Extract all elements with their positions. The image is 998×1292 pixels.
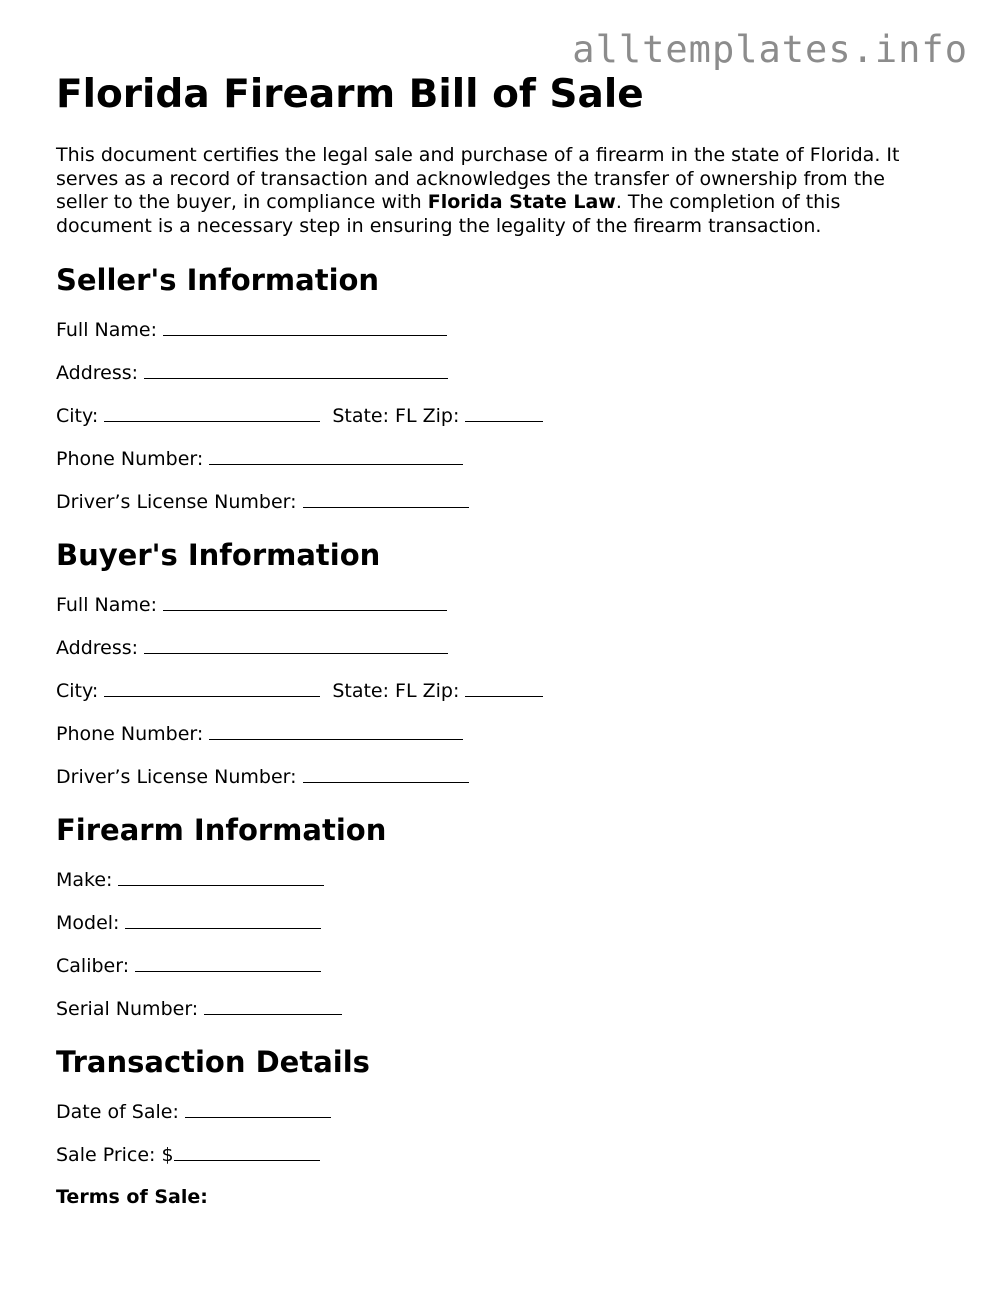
seller-license-field[interactable] [303,489,469,508]
seller-full-name-row [56,317,956,341]
document-page [56,72,956,1209]
buyer-city-row [56,678,956,702]
buyer-address-field[interactable] [144,635,448,654]
seller-address-field[interactable] [144,360,448,379]
buyer-license-field[interactable] [303,764,469,783]
transaction-date-row [56,1099,956,1123]
seller-zip-field[interactable] [465,403,543,422]
buyer-address-row [56,635,956,659]
seller-city-row [56,403,956,427]
buyer-zip-label: Zip: [422,680,460,702]
transaction-heading: Transaction Details [56,1045,370,1079]
transaction-terms-row [56,1185,956,1209]
intro-text-2: . The completion of this document is a necessary step in ensuring the legality of the firearm transaction. [56,191,841,237]
seller-phone-label: Phone Number: [56,448,204,470]
firearm-serial-label: Serial Number: [56,998,199,1020]
buyer-city-field[interactable] [104,678,320,697]
seller-address-label: Address: [56,362,139,384]
buyer-zip-field[interactable] [465,678,543,697]
seller-license-row [56,489,956,513]
buyer-license-row [56,764,956,788]
seller-phone-field[interactable] [209,446,463,465]
buyer-full-name-row [56,592,956,616]
seller-phone-row [56,446,956,470]
intro-bold-law: Florida State Law [427,191,616,213]
seller-address-row [56,360,956,384]
firearm-model-label: Model: [56,912,120,934]
seller-heading: Seller's Information [56,263,380,297]
buyer-phone-label: Phone Number: [56,723,204,745]
seller-city-field[interactable] [104,403,320,422]
intro-paragraph [56,144,936,238]
seller-full-name-field[interactable] [163,317,447,336]
seller-state-label: State: FL [332,405,417,427]
transaction-section [56,1044,956,1209]
firearm-serial-row [56,996,956,1020]
firearm-make-field[interactable] [118,867,324,886]
seller-city-label: City: [56,405,99,427]
firearm-caliber-row [56,953,956,977]
firearm-section [56,812,956,1020]
buyer-city-label: City: [56,680,99,702]
seller-zip-label: Zip: [422,405,460,427]
firearm-serial-field[interactable] [204,996,342,1015]
firearm-heading: Firearm Information [56,813,387,847]
seller-full-name-label: Full Name: [56,319,157,341]
seller-section [56,262,956,513]
transaction-terms-label: Terms of Sale: [56,1186,208,1208]
firearm-model-row [56,910,956,934]
buyer-full-name-field[interactable] [163,592,447,611]
firearm-caliber-label: Caliber: [56,955,130,977]
buyer-state-label: State: FL [332,680,417,702]
buyer-full-name-label: Full Name: [56,594,157,616]
buyer-heading: Buyer's Information [56,538,381,572]
firearm-make-row [56,867,956,891]
buyer-section [56,537,956,788]
transaction-price-row [56,1142,956,1166]
seller-license-label: Driver’s License Number: [56,491,297,513]
firearm-make-label: Make: [56,869,113,891]
buyer-license-label: Driver’s License Number: [56,766,297,788]
watermark: alltemplates.info [572,28,968,71]
transaction-price-label: Sale Price: $ [56,1144,174,1166]
firearm-model-field[interactable] [125,910,321,929]
intro-text-1: This document certifies the legal sale and purchase of a firearm in the state of Florida. It serves as a record of transaction and acknowledges the transfer of ownership from the seller to the buyer, in compliance with [56,144,900,213]
page-title: Florida Firearm Bill of Sale [56,72,644,117]
buyer-phone-field[interactable] [209,721,463,740]
transaction-date-field[interactable] [185,1099,331,1118]
buyer-phone-row [56,721,956,745]
transaction-price-field[interactable] [174,1142,320,1161]
buyer-address-label: Address: [56,637,139,659]
firearm-caliber-field[interactable] [135,953,321,972]
transaction-date-label: Date of Sale: [56,1101,179,1123]
